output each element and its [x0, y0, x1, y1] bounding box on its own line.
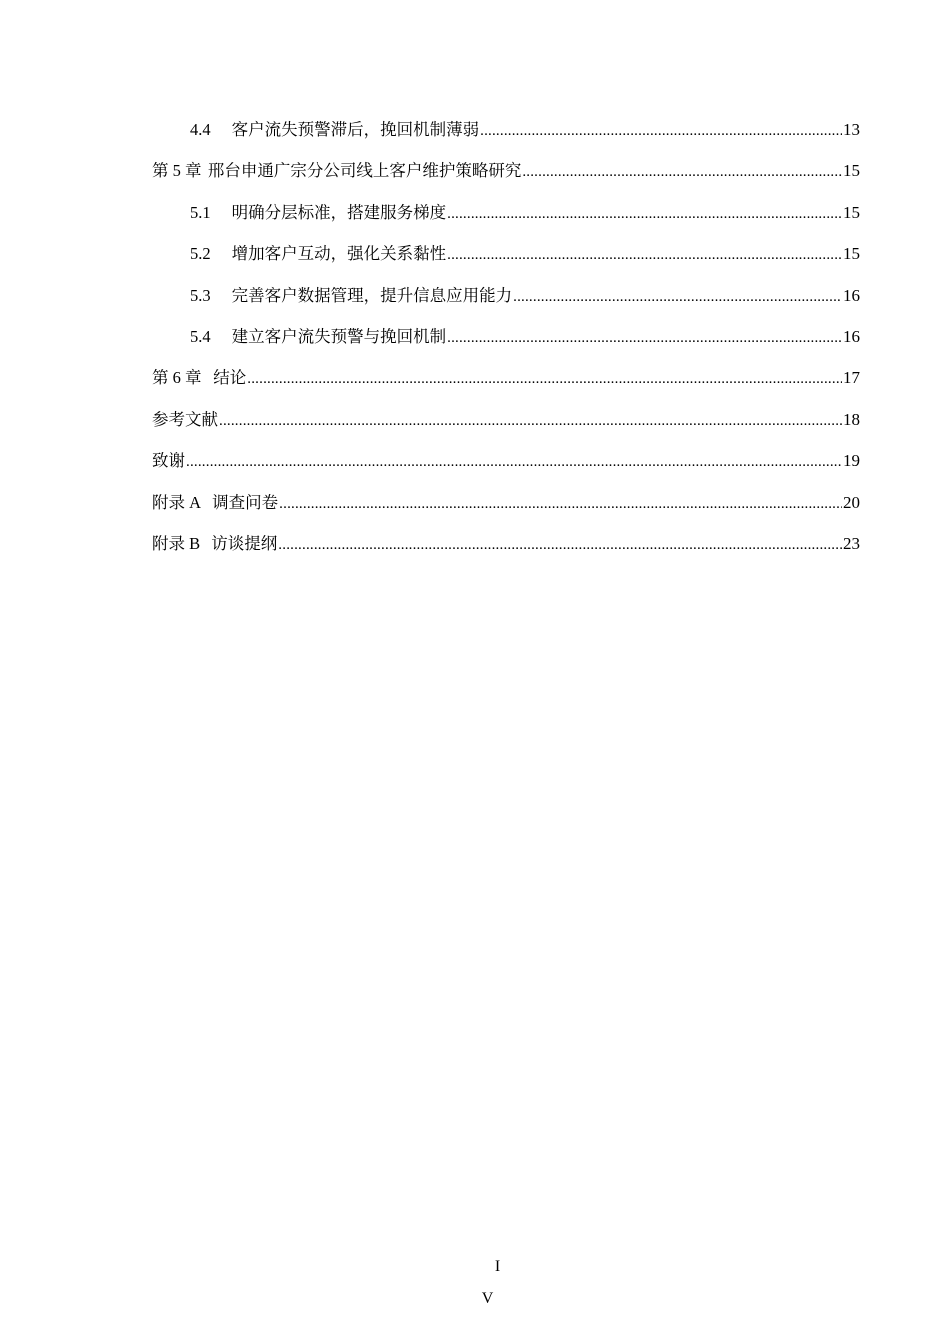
- toc-entry-number: 附录 A: [152, 492, 202, 512]
- toc-entry-5-4[interactable]: [152, 323, 860, 364]
- toc-entry-appendix-a[interactable]: [152, 489, 860, 530]
- toc-entry-title: 明确分层标准，搭建服务梯度: [231, 202, 447, 222]
- toc-entry-page: 15: [843, 244, 860, 264]
- table-of-contents: [152, 116, 860, 571]
- dot-leader: [447, 241, 842, 269]
- toc-entry-title: 参考文献: [152, 409, 218, 429]
- toc-entry-references[interactable]: [152, 406, 860, 447]
- toc-entry-page: 15: [843, 161, 860, 181]
- dot-leader: [278, 531, 842, 559]
- toc-entry-title: 访谈提纲: [211, 533, 278, 553]
- toc-entry-title: 客户流失预警滞后，挽回机制薄弱: [231, 120, 480, 139]
- toc-entry-number: 5.4: [190, 326, 211, 346]
- toc-entry-number: 第 6 章: [152, 368, 202, 388]
- toc-entry-page: 17: [843, 368, 860, 388]
- toc-entry-number: 第 5 章: [152, 161, 202, 181]
- toc-entry-number: 5.1: [190, 202, 211, 222]
- toc-entry-page: 18: [843, 409, 860, 429]
- toc-entry-number: 5.2: [190, 244, 211, 264]
- toc-entry-page: 16: [843, 285, 860, 305]
- toc-entry-page: 13: [843, 120, 860, 139]
- toc-entry-title: 调查问卷: [212, 492, 279, 512]
- toc-entry-acknowledgements[interactable]: [152, 447, 860, 488]
- toc-entry-5-3[interactable]: [152, 282, 860, 323]
- toc-entry-title: 结论: [213, 368, 247, 388]
- toc-entry-chapter-6[interactable]: [152, 364, 860, 405]
- toc-entry-appendix-b[interactable]: [152, 530, 860, 571]
- dot-leader: [522, 158, 842, 186]
- dot-leader: [513, 283, 842, 311]
- toc-entry-title: 邢台申通广宗分公司线上客户维护策略研究: [207, 161, 522, 181]
- dot-leader: [480, 117, 842, 145]
- toc-entry-title: 建立客户流失预警与挽回机制: [231, 326, 447, 346]
- page-number-line-2: V: [481, 1290, 494, 1307]
- dot-leader: [186, 448, 842, 476]
- toc-entry-title: 致谢: [152, 451, 185, 471]
- toc-entry-page: 19: [843, 451, 860, 471]
- page-number-line-1: I: [494, 1258, 501, 1275]
- toc-entry-title: 增加客户互动，强化关系黏性: [231, 244, 447, 264]
- toc-entry-5-1[interactable]: [152, 199, 860, 240]
- dot-leader: [247, 365, 842, 393]
- dot-leader: [447, 324, 842, 352]
- toc-entry-number: 4.4: [190, 120, 211, 139]
- toc-entry-title: 完善客户数据管理，提升信息应用能力: [231, 285, 513, 305]
- toc-entry-5-2[interactable]: [152, 240, 860, 281]
- dot-leader: [279, 490, 842, 518]
- toc-entry-chapter-5[interactable]: [152, 157, 860, 198]
- toc-entry-page: 23: [843, 533, 860, 553]
- toc-entry-number: 附录 B: [152, 533, 201, 553]
- toc-entry-page: 20: [843, 492, 860, 512]
- toc-entry-page: 16: [843, 326, 860, 346]
- toc-entry-page: 15: [843, 202, 860, 222]
- dot-leader: [219, 407, 842, 435]
- dot-leader: [447, 200, 842, 228]
- toc-entry-number: 5.3: [190, 285, 211, 305]
- toc-entry-4-4[interactable]: [152, 116, 860, 157]
